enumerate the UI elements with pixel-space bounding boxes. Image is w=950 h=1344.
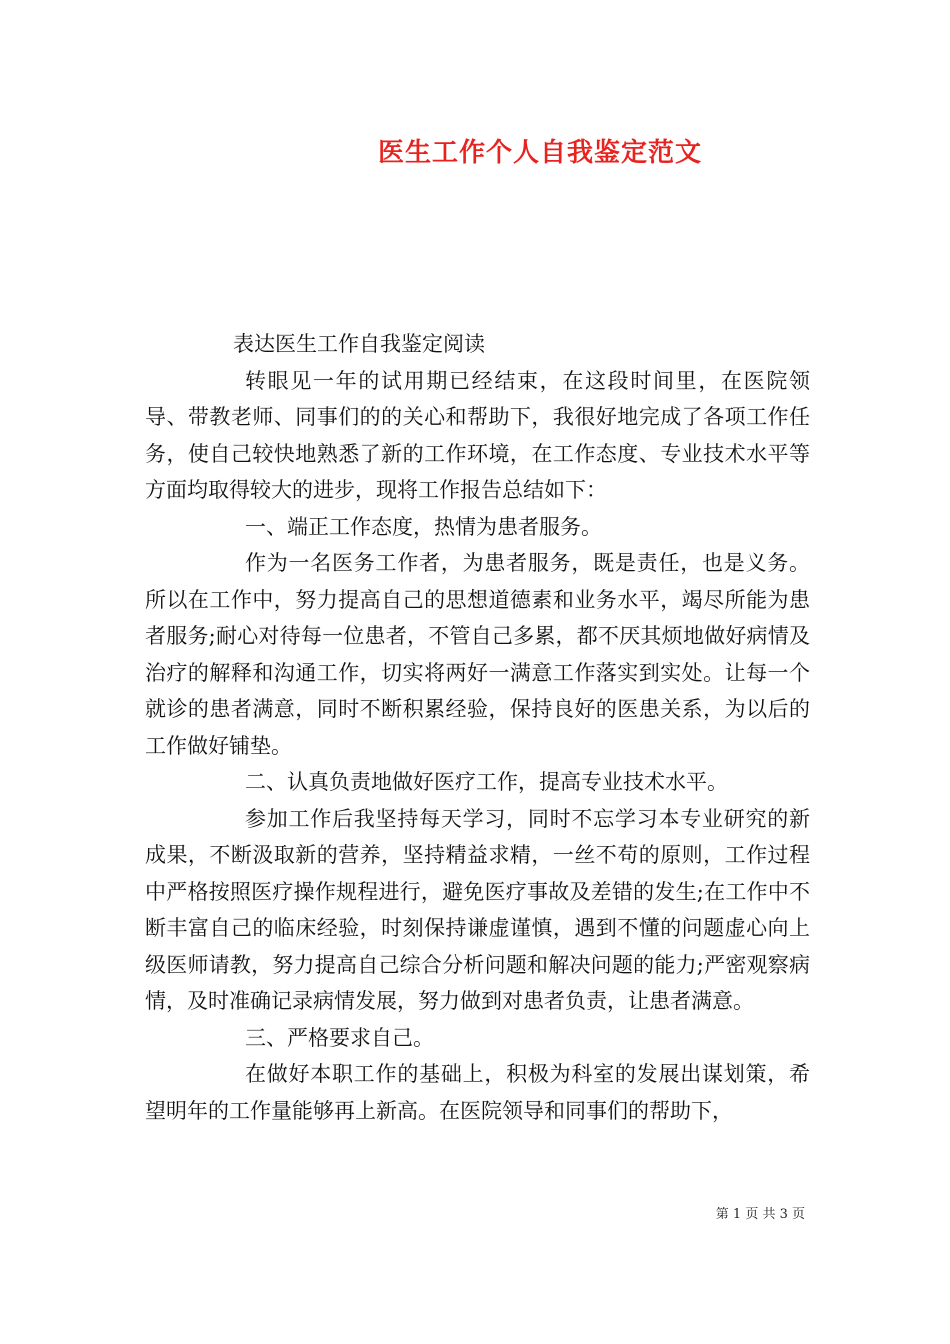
paragraph-intro: 转眼见一年的试用期已经结束，在这段时间里，在医院领导、带教老师、同事们的的关心和帮助下，我很好地完成了各项工作任务，使自己较快地熟悉了新的工作环境，在工作态度、专业技术水平等方面均取得较大的进步，现将工作报告总结如下： [145, 368, 810, 502]
section-heading-1: 一、端正工作态度，热情为患者服务。 [245, 514, 602, 539]
page-number-footer: 第 1 页 共 3 页 [715, 1207, 805, 1222]
paragraph-section-2: 参加工作后我坚持每天学习，同时不忘学习本专业研究的新成果，不断汲取新的营养，坚持精益求精，一丝不苟的原则，工作过程中严格按照医疗操作规程进行，避免医疗事故及差错的发生;在工作中不断丰富自己的临床经验，时刻保持谦虚谨慎，遇到不懂的问题虚心向上级医师请教，努力提高自己综合分析问题和解决问题的能力;严密观察病情，及时准确记录病情发展，努力做到对患者负责，让患者满意。 [145, 806, 810, 1013]
paragraph-section-1: 作为一名医务工作者，为患者服务，既是责任，也是义务。所以在工作中，努力提高自己的思想道德素和业务水平，竭尽所能为患者服务;耐心对待每一位患者，不管自己多累，都不厌其烦地做好病情及治疗的解释和沟通工作，切实将两好一满意工作落实到实处。让每一个就诊的患者满意，同时不断积累经验，保持良好的医患关系，为以后的工作做好铺垫。 [145, 551, 810, 758]
section-heading-3: 三、严格要求自己。 [245, 1025, 434, 1050]
paragraph-section-3: 在做好本职工作的基础上，积极为科室的发展出谋划策，希望明年的工作量能够再上新高。在医院领导和同事们的帮助下， [145, 1062, 810, 1123]
document-subtitle: 表达医生工作自我鉴定阅读 [233, 332, 485, 356]
section-heading-2: 二、认真负责地做好医疗工作，提高专业技术水平。 [245, 770, 728, 794]
document-body [145, 326, 810, 1129]
document-title: 医生工作个人自我鉴定范文 [377, 138, 702, 168]
